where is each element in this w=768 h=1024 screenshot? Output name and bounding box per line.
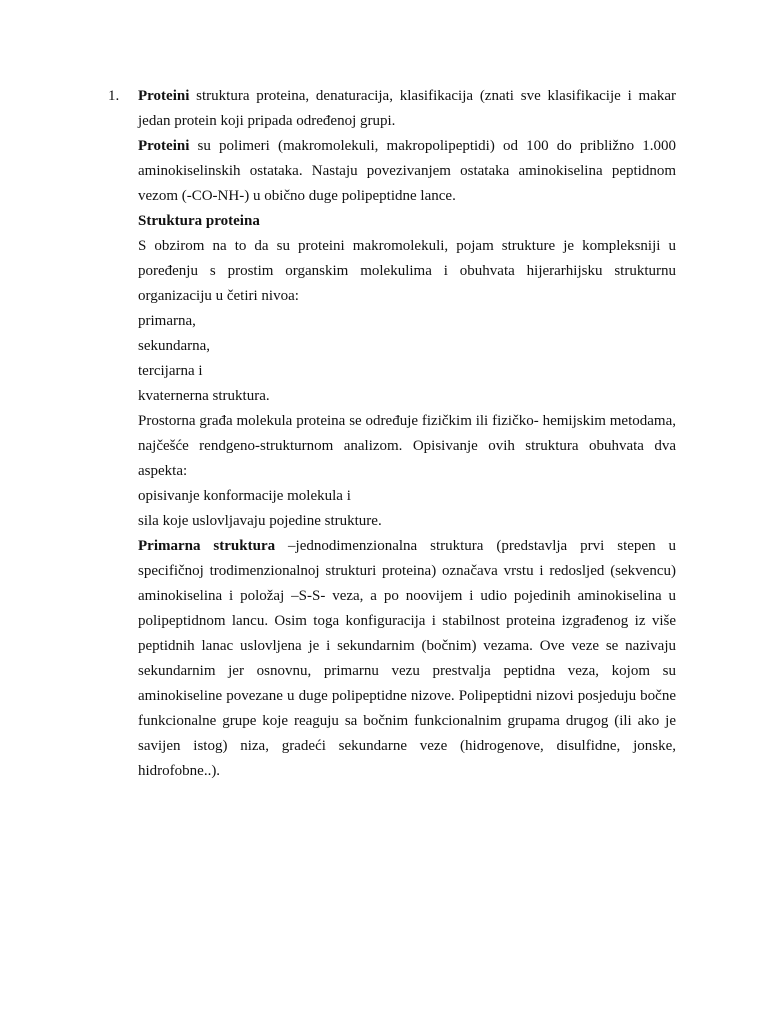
aspect-item: sila koje uslovljavaju pojedine strukture. (138, 513, 382, 529)
intro-text: su polimeri (makromolekuli, makropolipeptidi) od 100 do približno 1.000 aminokiselinskih ostataka. Nastaju povezivanjem ostataka aminokiselina peptidnom vezom (-CO-NH-) u obično duge polipeptidne lance. (138, 138, 676, 204)
intro-bold: Proteini (138, 138, 190, 154)
item-heading (138, 84, 676, 134)
primary-structure-text: –jednodimenzionalna struktura (predstavlja prvi stepen u specifičnoj trodimenzionalnoj strukturi proteina) označava vrstu i redosljed (sekvencu) aminokiselina i položaj –S-S- veza, a po noovijem i udio pojedinih aminokiselina u polipeptidnom lancu. Osim toga konfiguracija i stabilnost proteina izgrađenog iz više peptidnih lanac uslovljena je i sekundarnim (bočnim) vezama. Ove veze se nazivaju sekundarnim jer osnovnu, primarnu vezu prestvalja peptidna veza, kojom su aminokiseline povezane u duge polipeptidne nizove. Polipeptidni nizovi posjeduju bočne funkcionalne grupe koje reaguju sa bočnim funkcionalnim grupama drugog (ili ako je savijen istog) niza, gradeći sekundarne veze (hidrogenove, disulfidne, jonske, hidrofobne..). (138, 538, 677, 779)
document-body (138, 84, 676, 784)
aspect-item: opisivanje konformacije molekula i (138, 488, 351, 504)
level-item: kvaternerna struktura. (138, 388, 270, 404)
level-item: tercijarna i (138, 363, 203, 379)
primary-structure-bold: Primarna struktura (138, 538, 276, 554)
primary-structure-paragraph (138, 534, 676, 784)
intro-paragraph (138, 134, 676, 209)
structure-paragraph: S obzirom na to da su proteini makromolekuli, pojam strukture je kompleksniji u poređenju s prostim organskim molekulima i obuhvata hijerarhijsku strukturnu organizaciju u četiri nivoa: (138, 238, 676, 304)
methods-paragraph: Prostorna građa molekula proteina se određuje fizičkim ili fizičko- hemijskim metodama, najčešće rendgeno-strukturnom analizom. Opisivanje ovih struktura obuhvata dva aspekta: (138, 413, 676, 479)
level-item: sekundarna, (138, 338, 211, 354)
level-item: primarna, (138, 313, 196, 329)
item-heading-text: struktura proteina, denaturacija, klasifikacija (znati sve klasifikacije i makar jedan protein koji pripada određenoj grupi. (138, 88, 676, 129)
item-heading-bold: Proteini (138, 88, 190, 104)
list-number: 1. (108, 88, 120, 104)
section-title: Struktura proteina (138, 213, 260, 229)
